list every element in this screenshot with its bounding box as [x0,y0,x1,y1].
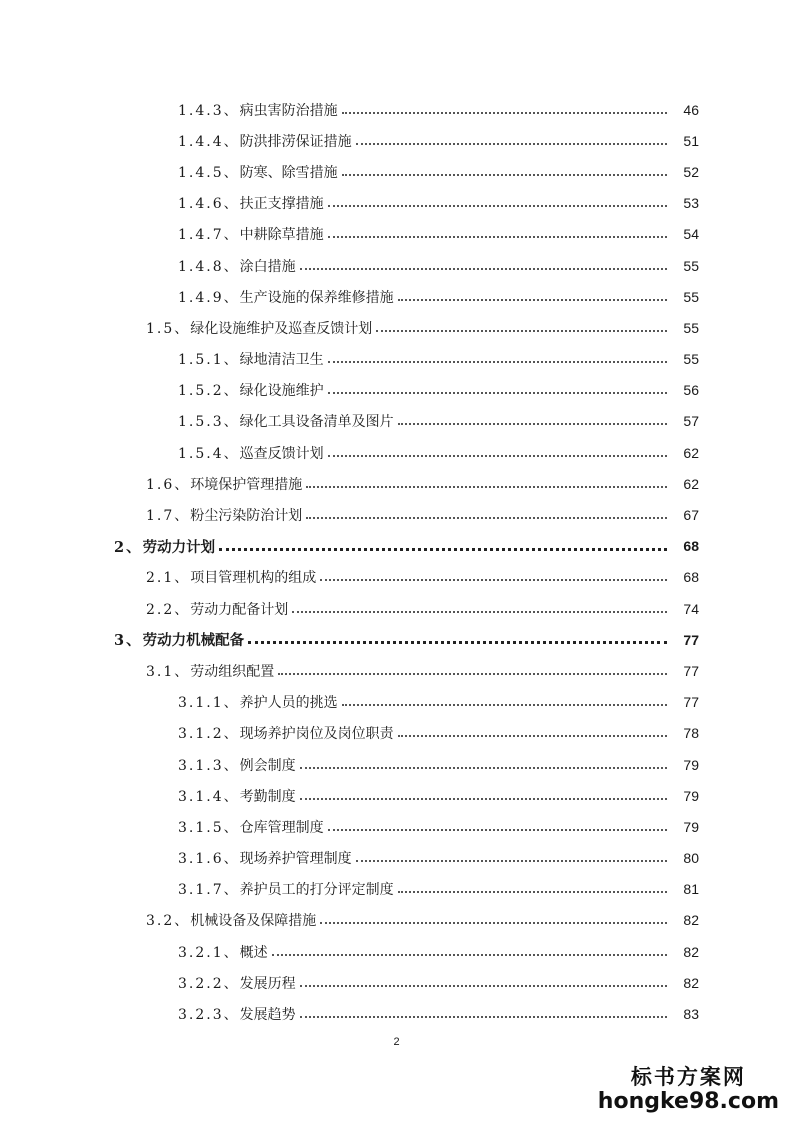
toc-leader-dots [398,285,667,301]
toc-entry-page: 77 [683,694,699,711]
toc-entry-number: 1.4.4、 [178,133,240,150]
toc-entry-title: 概述 [239,944,268,961]
toc-entry-page: 56 [683,382,699,399]
toc-leader-dots [328,222,667,238]
toc-entry[interactable] [0,811,793,842]
toc-entry-page: 51 [683,132,699,149]
toc-leader-dots [300,784,667,800]
toc-entry[interactable] [0,437,793,468]
toc-entry-label [178,1004,296,1024]
toc-entry[interactable] [0,593,793,624]
toc-entry-page: 68 [683,538,699,555]
toc-entry-number: 1.4.3、 [178,102,240,119]
toc-leader-dots [300,753,667,769]
toc-entry[interactable] [0,499,793,530]
toc-entry-page: 82 [683,912,699,929]
toc-entry-number: 1.4.9、 [178,289,240,306]
toc-entry-page: 53 [683,195,699,212]
toc-entry-title: 绿化设施维护 [239,383,324,400]
toc-leader-dots [320,908,667,924]
toc-entry[interactable] [0,624,793,655]
toc-entry-title: 涂白措施 [239,258,296,275]
toc-entry-number: 1.6、 [146,476,191,493]
toc-entry-page: 82 [683,943,699,960]
toc-leader-dots [342,690,667,706]
toc-entry[interactable] [0,655,793,686]
toc-entry-label [178,349,324,369]
toc-leader-dots [328,191,667,207]
toc-entry[interactable] [0,125,793,156]
toc-entry-label [178,100,338,120]
toc-entry-title: 例会制度 [239,757,296,774]
toc-entry-title: 劳动力机械配备 [142,632,245,650]
toc-entry-page: 83 [683,1006,699,1023]
toc-entry[interactable] [0,281,793,312]
toc-entry-label [178,287,394,307]
toc-entry-label [146,505,302,525]
toc-entry[interactable] [0,188,793,219]
toc-leader-dots [342,160,667,176]
toc-entry[interactable] [0,406,793,437]
toc-entry-label [146,910,316,930]
toc-entry-number: 3.2、 [146,913,191,930]
toc-entry-number: 3.1.5、 [178,819,240,836]
toc-entry-page: 62 [683,475,699,492]
toc-entry-label [178,879,394,899]
toc-entry-number: 1.5.4、 [178,445,240,462]
toc-entry-title: 扶正支撑措施 [239,196,324,213]
toc-entry-label [146,599,288,619]
toc-entry-page: 79 [683,756,699,773]
toc-entry-title: 生产设施的保养维修措施 [239,289,394,306]
toc-entry-number: 3.2.3、 [178,1007,240,1024]
toc-entry[interactable] [0,250,793,281]
toc-entry-title: 绿化设施维护及巡查反馈计划 [190,320,373,337]
toc-entry[interactable] [0,94,793,125]
toc-entry-number: 1.4.8、 [178,258,240,275]
toc-entry-label [178,786,296,806]
toc-leader-dots [328,378,667,394]
toc-entry-label [178,380,324,400]
toc-leader-dots [342,98,667,114]
toc-entry-label [178,817,324,837]
toc-entry-page: 55 [683,319,699,336]
toc-entry-label [146,474,302,494]
toc-entry-title: 防洪排涝保证措施 [239,133,352,150]
toc-entry-page: 46 [683,101,699,118]
toc-entry-page: 68 [683,569,699,586]
toc-entry-label [178,723,394,743]
toc-entry[interactable] [0,562,793,593]
toc-entry-number: 1.4.5、 [178,164,240,181]
toc-entry[interactable] [0,312,793,343]
toc-entry-title: 防寒、除雪措施 [239,164,338,181]
toc-entry[interactable] [0,531,793,562]
toc-entry-label [114,536,215,557]
toc-entry-number: 3.1.3、 [178,757,240,774]
toc-entry-label [178,443,324,463]
toc-entry-number: 2.2、 [146,601,191,618]
toc-entry-page: 52 [683,163,699,180]
toc-entry-page: 54 [683,226,699,243]
toc-entry[interactable] [0,219,793,250]
toc-entry-number: 3、 [114,632,143,650]
toc-entry-page: 55 [683,257,699,274]
toc-entry-title: 绿地清洁卫生 [239,352,324,369]
toc-entry-title: 环境保护管理措施 [190,476,303,493]
watermark-en: hongke98.com [597,1089,779,1114]
watermark-cn: 标书方案网 [630,1065,746,1089]
toc-entry-number: 3.2.1、 [178,944,240,961]
toc-entry-title: 劳动力配备计划 [190,601,289,618]
page-number: 2 [393,1036,400,1048]
toc-entry-page: 82 [683,974,699,991]
toc-entry-number: 3.1.4、 [178,788,240,805]
toc-entry-label [146,661,274,681]
toc-entry-title: 仓库管理制度 [239,819,324,836]
toc-entry-title: 现场养护岗位及岗位职责 [239,726,394,743]
toc-leader-dots [300,1002,667,1018]
toc-entry-page: 79 [683,818,699,835]
toc-entry[interactable] [0,718,793,749]
toc-entry[interactable] [0,344,793,375]
toc-leader-dots [272,940,667,956]
toc-entry-label [114,629,244,650]
toc-entry-page: 55 [683,288,699,305]
toc-entry-title: 养护员工的打分评定制度 [239,882,394,899]
toc-entry-number: 1.5.2、 [178,383,240,400]
toc-entry-number: 3.2.2、 [178,975,240,992]
toc-entry-title: 劳动力计划 [142,538,216,556]
toc-entry-label [146,318,372,338]
toc-leader-dots [219,534,667,551]
toc-entry-title: 考勤制度 [239,788,296,805]
toc-leader-dots [328,441,667,457]
toc-entry-number: 3.1、 [146,663,191,680]
toc-leader-dots [328,815,667,831]
toc-entry-label [178,692,338,712]
toc-entry-number: 2、 [114,538,143,556]
toc-leader-dots [398,721,667,737]
toc-entry-label [146,567,316,587]
toc-leader-dots [278,659,667,675]
toc-entry-title: 粉尘污染防治计划 [190,508,303,525]
toc-entry[interactable] [0,905,793,936]
toc-entry-page: 77 [683,631,699,648]
toc-entry[interactable] [0,687,793,718]
toc-entry[interactable] [0,843,793,874]
toc-entry[interactable] [0,967,793,998]
toc-entry-label [178,848,352,868]
toc-entry[interactable] [0,468,793,499]
toc-entry-page: 74 [683,600,699,617]
toc-entry-label [178,131,352,151]
toc-entry[interactable] [0,749,793,780]
toc-leader-dots [292,597,667,613]
toc-entry[interactable] [0,936,793,967]
toc-leader-dots [300,254,667,270]
toc-leader-dots [398,877,667,893]
toc-entry-page: 79 [683,787,699,804]
toc-entry[interactable] [0,874,793,905]
toc-entry-title: 中耕除草措施 [239,227,324,244]
toc-entry-page: 57 [683,413,699,430]
toc-leader-dots [376,316,667,332]
toc-leader-dots [398,409,667,425]
toc-entry-label [178,193,324,213]
toc-entry-number: 3.1.2、 [178,726,240,743]
toc-entry-label [178,411,394,431]
toc-entry-number: 1.4.6、 [178,196,240,213]
toc-entry-title: 劳动组织配置 [190,663,275,680]
toc-entry[interactable] [0,156,793,187]
toc-leader-dots [356,846,667,862]
toc-leader-dots [356,129,667,145]
toc-entry[interactable] [0,780,793,811]
toc-entry-page: 67 [683,507,699,524]
toc-entry[interactable] [0,998,793,1029]
toc-entry-label [178,942,268,962]
toc-entry-number: 1.7、 [146,508,191,525]
toc-entry-page: 80 [683,850,699,867]
toc-entry-label [178,162,338,182]
toc-entry-title: 巡查反馈计划 [239,445,324,462]
toc-entry-number: 3.1.6、 [178,851,240,868]
toc-entry-title: 养护人员的挑选 [239,695,338,712]
toc-entry-number: 1.5.1、 [178,352,240,369]
toc-entry-title: 绿化工具设备清单及图片 [239,414,394,431]
table-of-contents [0,94,793,1030]
toc-entry-title: 发展趋势 [239,1007,296,1024]
toc-entry-label [178,755,296,775]
toc-entry-title: 发展历程 [239,975,296,992]
toc-leader-dots [300,971,667,987]
toc-entry-number: 3.1.7、 [178,882,240,899]
toc-entry-label [178,973,296,993]
toc-entry-page: 78 [683,725,699,742]
toc-entry-label [178,224,324,244]
toc-entry-number: 1.4.7、 [178,227,240,244]
toc-entry-page: 81 [683,881,699,898]
toc-entry-number: 3.1.1、 [178,695,240,712]
toc-leader-dots [328,347,667,363]
toc-entry-number: 2.1、 [146,570,191,587]
toc-entry-label [178,256,296,276]
toc-entry-number: 1.5、 [146,320,191,337]
toc-entry-page: 77 [683,662,699,679]
toc-entry-page: 55 [683,351,699,368]
toc-entry-title: 病虫害防治措施 [239,102,338,119]
toc-entry-title: 机械设备及保障措施 [190,913,317,930]
toc-entry-title: 项目管理机构的组成 [190,570,317,587]
toc-leader-dots [306,503,667,519]
toc-entry[interactable] [0,375,793,406]
toc-leader-dots [248,627,667,644]
toc-entry-number: 1.5.3、 [178,414,240,431]
toc-entry-page: 62 [683,444,699,461]
toc-entry-title: 现场养护管理制度 [239,851,352,868]
watermark-logo [598,1061,779,1114]
toc-leader-dots [306,472,667,488]
toc-leader-dots [320,565,667,581]
